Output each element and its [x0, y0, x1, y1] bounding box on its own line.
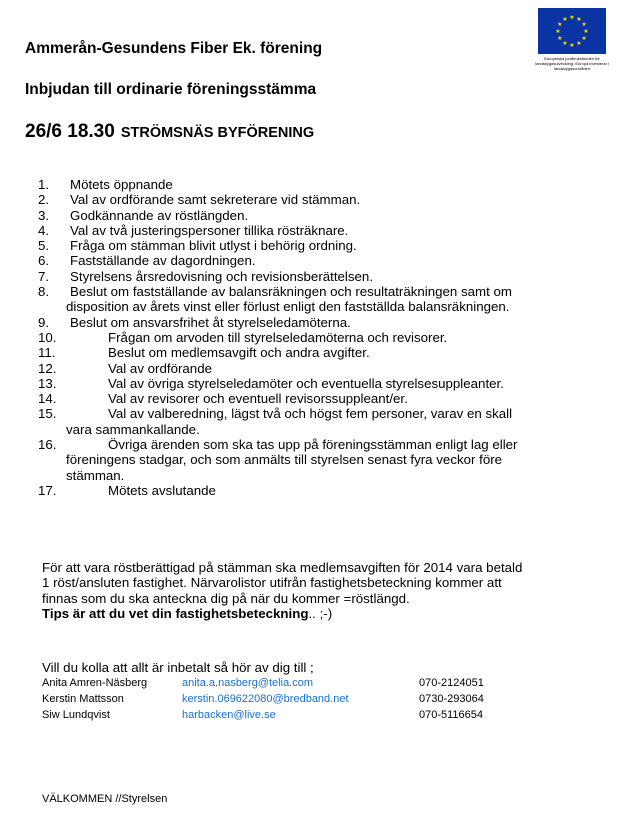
- eu-logo-caption: Europeiska jordbruksfonden för landsbygdsutveckling: Europa investerar i landsbygdsområden: [535, 56, 609, 71]
- agenda-item-number: 1.: [38, 177, 50, 192]
- contact-email[interactable]: harbacken@live.se: [182, 709, 276, 721]
- contact-row: [42, 691, 602, 707]
- agenda-item: [38, 208, 598, 223]
- agenda-item-continuation: stämman.: [66, 467, 125, 483]
- eu-star-icon: ★: [576, 16, 582, 23]
- agenda-item-number: 10.: [38, 329, 57, 345]
- eu-flag-icon: [538, 8, 606, 54]
- agenda-item-number: 7.: [38, 268, 50, 284]
- eu-star-icon: ★: [557, 36, 563, 42]
- contacts-section: [42, 660, 602, 723]
- contact-row: [42, 707, 602, 723]
- eu-star-icon: ★: [557, 22, 563, 28]
- agenda-item-text: Beslut om ansvarsfrihet åt styrelseledamöterna.: [70, 314, 351, 330]
- contact-phone: 070-5116654: [419, 709, 484, 721]
- rules-line: För att vara röstberättigad på stämman ska medlemsavgiften för 2014 vara betald: [42, 560, 523, 575]
- agenda-item-text: Fråga om stämman blivit utlyst i behörig ordning.: [70, 238, 357, 254]
- event-line: [25, 121, 314, 143]
- agenda-item-number: 6.: [38, 253, 50, 269]
- rules-line: 1 röst/ansluten fastighet. Närvarolistor utifrån fastighetsbeteckning kommer att: [42, 575, 502, 591]
- contact-name: Siw Lundqvist: [42, 709, 110, 721]
- agenda-item: [38, 238, 598, 253]
- agenda-item-text: Val av valberedning, lägst två och högst fem personer, varav en skall: [108, 406, 513, 422]
- contacts-intro: Vill du kolla att allt är inbetalt så hör av dig till ;: [42, 660, 314, 675]
- agenda-item-text: Val av övriga styrelseledamöter och eventuella styrelsesuppleanter.: [108, 375, 504, 391]
- rules-line: finnas som du ska anteckna dig på när du kommer =röstlängd.: [42, 590, 410, 606]
- eu-star-icon: ★: [583, 29, 589, 35]
- agenda-item: [38, 253, 598, 268]
- agenda-item-number: 2.: [38, 192, 50, 208]
- closing-text: VÄLKOMMEN //Styrelsen: [42, 793, 168, 805]
- agenda-item: [38, 223, 598, 238]
- agenda-item-continuation: föreningens stadgar, och som anmälts till styrelsen senast fyra veckor före: [66, 452, 503, 468]
- eu-logo: [534, 8, 610, 71]
- agenda-item-number: 15.: [38, 406, 57, 422]
- organization-title: Ammerån-Gesundens Fiber Ek. förening: [25, 40, 323, 57]
- eu-star-icon: ★: [569, 15, 575, 21]
- agenda-item: [38, 315, 598, 330]
- contacts-list: [42, 675, 602, 723]
- contact-phone: 070-2124051: [419, 677, 484, 689]
- eu-star-icon: ★: [581, 22, 587, 28]
- agenda-item: [38, 269, 598, 284]
- eu-star-icon: ★: [555, 29, 561, 35]
- agenda-item: [38, 330, 598, 345]
- agenda-item: [38, 437, 598, 452]
- agenda-item-continuation: vara sammankallande.: [66, 421, 200, 437]
- agenda-item-text: Frågan om arvoden till styrelseledamöterna och revisorer.: [108, 329, 448, 345]
- agenda-item-text: Val av revisorer och eventuell revisorssuppleant/er.: [108, 391, 408, 407]
- agenda-item-number: 4.: [38, 222, 50, 238]
- agenda-item-text: Övriga ärenden som ska tas upp på föreningsstämman enligt lag eller: [108, 437, 518, 453]
- agenda-item-text: Beslut om medlemsavgift och andra avgifter.: [108, 345, 370, 361]
- eu-star-icon: ★: [562, 41, 568, 48]
- agenda-item-number: 16.: [38, 437, 57, 453]
- contact-name: Anita Amren-Näsberg: [42, 677, 148, 689]
- agenda-item: [38, 406, 598, 421]
- contact-email[interactable]: kerstin.069622080@bredband.net: [182, 693, 349, 705]
- tip-text: Tips är att du vet din fastighetsbeteckning: [42, 605, 309, 621]
- eu-star-icon: ★: [576, 41, 582, 48]
- agenda-item-number: 14.: [38, 391, 57, 407]
- contact-email[interactable]: anita.a.nasberg@telia.com: [182, 677, 314, 689]
- invitation-title: Inbjudan till ordinarie föreningsstämma: [25, 81, 317, 98]
- agenda-item-number: 8.: [38, 284, 50, 300]
- contact-phone: 0730-293064: [419, 693, 484, 705]
- agenda-item: [38, 391, 598, 406]
- agenda-item: [38, 345, 598, 360]
- agenda-item-text: Godkännande av röstlängden.: [70, 207, 249, 223]
- agenda-item-text: Val av två justeringspersoner tillika rösträknare.: [70, 222, 349, 238]
- agenda-item-text: Val av ordförande: [108, 360, 212, 376]
- agenda-item-number: 17.: [38, 482, 57, 498]
- agenda-item-number: 3.: [38, 207, 50, 223]
- agenda-item-text: Mötets öppnande: [70, 177, 173, 192]
- agenda-item: [38, 177, 598, 192]
- agenda-item-text: Beslut om fastställande av balansräkningen och resultaträkningen samt om: [70, 284, 512, 300]
- event-datetime: 26/6 18.30: [25, 121, 115, 142]
- agenda-item: [38, 361, 598, 376]
- agenda-item-number: 11.: [38, 345, 56, 361]
- agenda-item-number: 5.: [38, 238, 50, 254]
- agenda-item-continuation: disposition av årets vinst eller förlust enligt den fastställda balansräkningen.: [66, 299, 510, 315]
- event-venue: STRÖMSNÄS BYFÖRENING: [120, 125, 315, 141]
- agenda-item: [38, 483, 598, 498]
- agenda-item-text: Mötets avslutande: [108, 482, 216, 498]
- agenda-item-number: 13.: [38, 375, 57, 391]
- contact-name: Kerstin Mattsson: [42, 693, 124, 705]
- agenda-item: [38, 376, 598, 391]
- agenda-item-number: 9.: [38, 314, 50, 330]
- agenda-item-text: Styrelsens årsredovisning och revisionsberättelsen.: [70, 268, 374, 284]
- agenda-item-text: Val av ordförande samt sekreterare vid stämman.: [70, 192, 361, 208]
- eu-star-icon: ★: [581, 36, 587, 42]
- tip-line: [42, 606, 602, 621]
- agenda-item-number: 12.: [38, 360, 57, 376]
- agenda-item: [38, 284, 598, 299]
- agenda-list: [38, 177, 598, 498]
- agenda-item: [38, 192, 598, 207]
- eu-star-icon: ★: [569, 43, 575, 49]
- eu-star-icon: ★: [562, 16, 568, 23]
- agenda-item-text: Fastställande av dagordningen.: [70, 253, 256, 269]
- contact-row: [42, 675, 602, 691]
- tip-suffix: .. ;-): [308, 605, 333, 621]
- voting-rules: [42, 560, 602, 621]
